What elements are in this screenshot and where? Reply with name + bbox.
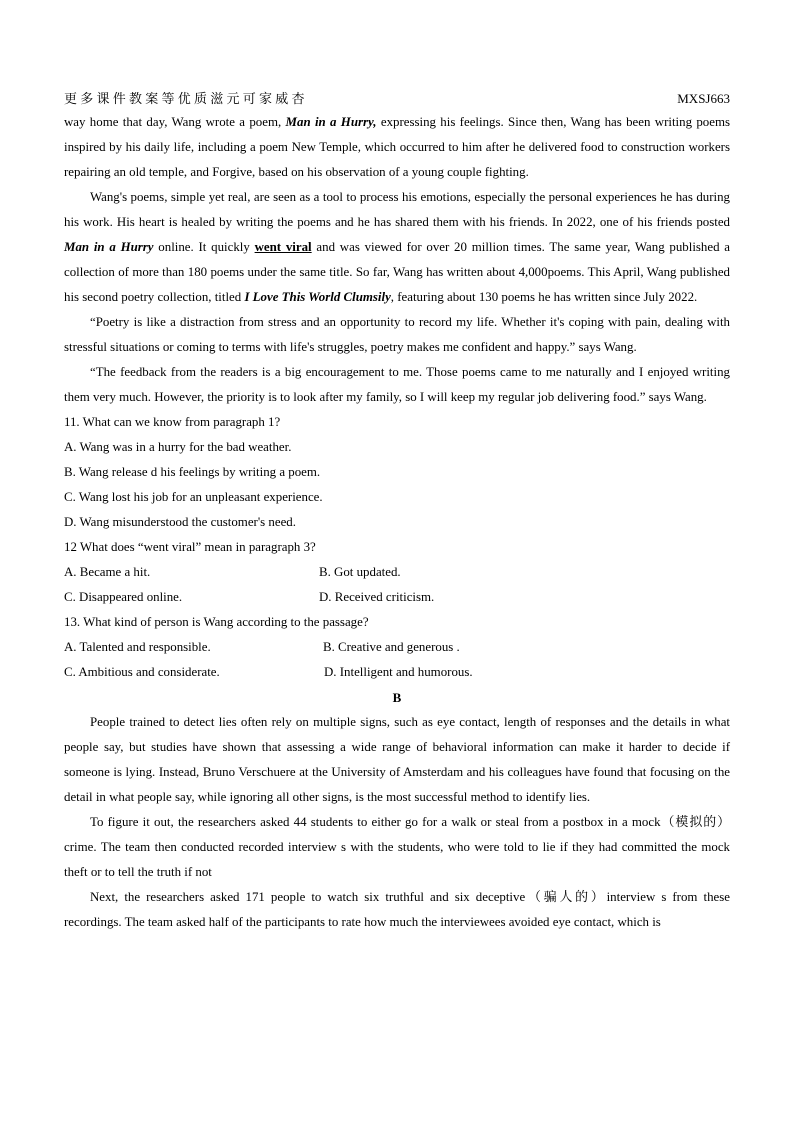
option-11-b: B. Wang release d his feelings by writing a poem. — [64, 465, 321, 479]
question-12-options-row-2 — [64, 585, 730, 610]
poem-title: Man in a Hurry, — [285, 115, 377, 129]
passage-b-paragraph-2: To figure it out, the researchers asked 44 students to either go for a walk or steal from a postbox in a mock（模拟的） crime. The team then conducted recorded interview s with the students, who were told to lie if they had committed the mock theft or to tell the truth if not — [64, 815, 730, 879]
passage-a-paragraph-4: “The feedback from the readers is a big encouragement to me. Those poems came to me naturally and I enjoyed writing them very much. However, the priority is to look after my family, so I will keep my regular job delivering food.” says Wang. — [64, 365, 730, 404]
passage-a-paragraph-3: “Poetry is like a distraction from stress and an opportunity to record my life. Whether it's coping with pain, dealing with stressful situations or coming to terms with life's struggles, poetry makes me confident and happy.” says Wang. — [64, 315, 730, 354]
option-12-a: A. Became a hit. — [64, 565, 151, 579]
text-run: way home that day, Wang wrote a poem, — [64, 115, 286, 129]
question-12-options-row-1 — [64, 560, 730, 585]
collection-title: I Love This World Clumsily — [244, 290, 391, 304]
option-13-d: D. Intelligent and humorous. — [324, 665, 473, 679]
option-12-c: C. Disappeared online. — [64, 590, 183, 604]
option-12-b: B. Got updated. — [319, 565, 401, 579]
option-13-a: A. Talented and responsible. — [64, 640, 211, 654]
option-11-d: D. Wang misunderstood the customer's need. — [64, 515, 296, 529]
option-13-c: C. Ambitious and considerate. — [64, 665, 220, 679]
poem-title: Man in a Hurry — [64, 240, 154, 254]
section-b-heading: B — [392, 690, 402, 705]
question-13-options-row-1 — [64, 635, 730, 660]
question-12-stem: 12 What does “went viral” mean in paragraph 3? — [64, 540, 316, 554]
page-header — [64, 88, 730, 110]
passage-b-paragraph-3: Next, the researchers asked 171 people to watch six truthful and six deceptive（骗人的）interview s from these recordings. The team asked half of the participants to rate how much the interviewees avoided eye contact, which is — [64, 890, 730, 929]
header-promo-text: 更 多 课 件 教 案 等 优 质 滋 元 可 家 威 杏 — [64, 91, 305, 106]
question-13-options-row-2 — [64, 660, 730, 685]
option-11-c: C. Wang lost his job for an unpleasant experience. — [64, 490, 323, 504]
header-code: MXSJ663 — [677, 91, 730, 106]
passage-a-paragraph-1 — [64, 110, 730, 185]
passage-b-paragraph-1: People trained to detect lies often rely on multiple signs, such as eye contact, length of responses and the details in what people say, but studies have shown that assessing a wide range of behavioral information can make it harder to decide if someone is lying. Instead, Bruno Verschuere at the University of Amsterdam and his colleagues have found that focusing on the detail in what people say, while ignoring all other signs, is the most successful method to identify lies. — [64, 715, 730, 804]
passage-a-paragraph-2 — [64, 185, 730, 310]
underlined-phrase: went viral — [254, 240, 312, 254]
option-12-d: D. Received criticism. — [319, 590, 435, 604]
option-11-a: A. Wang was in a hurry for the bad weather. — [64, 440, 292, 454]
text-run: online. It quickly — [153, 240, 255, 254]
text-run: and was viewed for over 20 million times. The same year, Wang published a collection of more than 180 poems under the same title. So far, Wang has written about 4,000poems. This April, Wang published his second poetry collection, titled — [64, 240, 731, 304]
question-13-stem: 13. What kind of person is Wang according to the passage? — [64, 615, 369, 629]
option-13-b: B. Creative and generous . — [323, 640, 460, 654]
document-page — [64, 88, 730, 935]
text-run: expressing his feelings. Since then, Wang has been writing poems inspired by his daily life, including a poem New Temple, which occurred to him after he delivered food to construction workers repairing an old temple, and Forgive, based on his observation of a young couple fighting. — [64, 115, 731, 179]
text-run: , featuring about 130 poems he has written since July 2022. — [390, 290, 698, 304]
text-run: Wang's poems, simple yet real, are seen as a tool to process his emotions, especially the personal experiences he has during his work. His heart is healed by writing the poems and he has shared them with his friends. In 2022, one of his friends posted — [64, 190, 730, 229]
question-11-stem: 11. What can we know from paragraph 1? — [64, 415, 281, 429]
